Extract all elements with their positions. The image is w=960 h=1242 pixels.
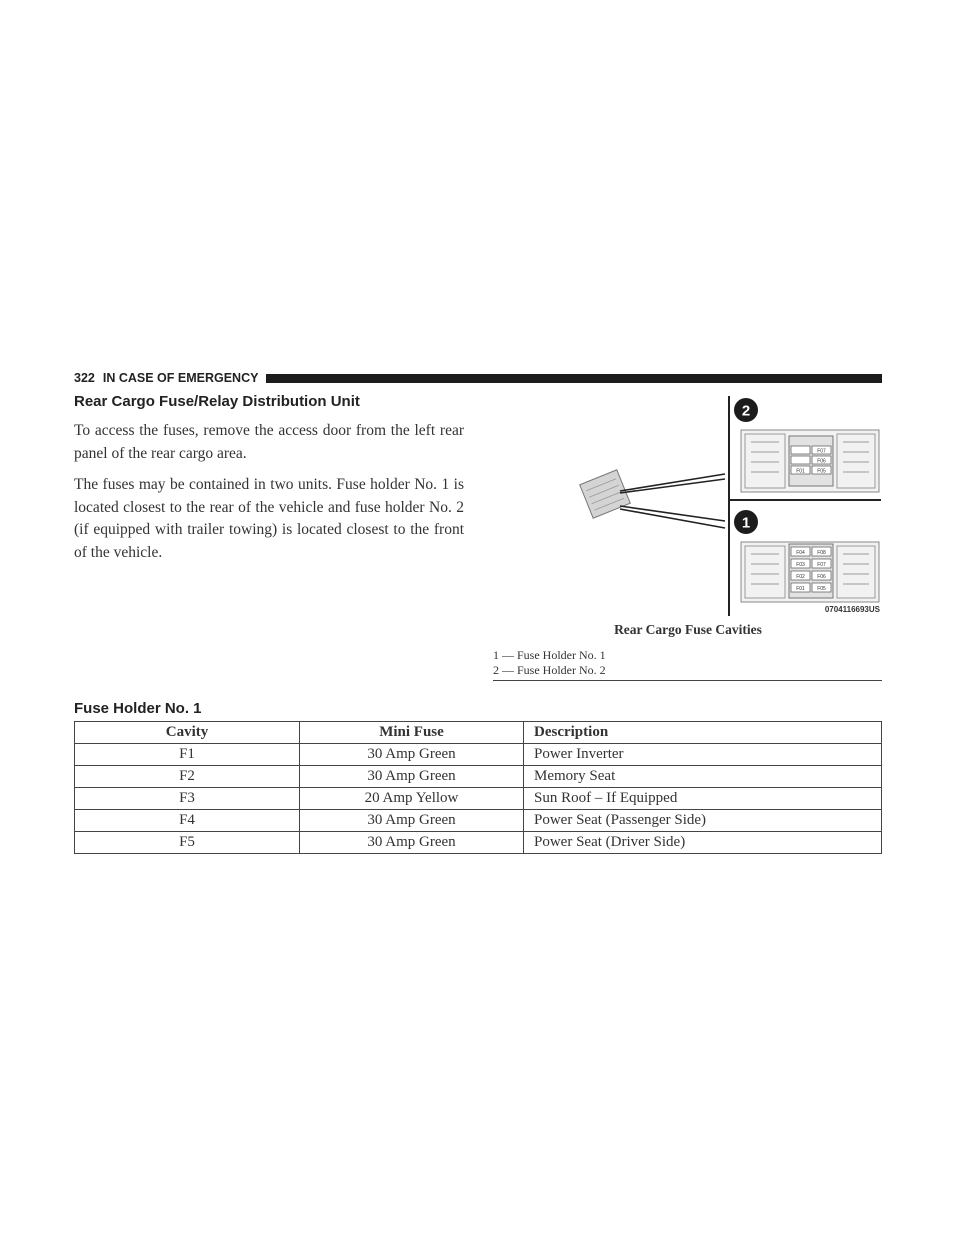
page-number: 322 <box>74 371 95 385</box>
svg-text:F05: F05 <box>817 468 826 475</box>
description-cell: Power Inverter <box>524 744 882 766</box>
table-row <box>75 810 882 832</box>
svg-text:2: 2 <box>741 402 751 420</box>
fuse-cavities-figure <box>575 394 885 620</box>
callout-1-icon <box>734 510 758 534</box>
description-cell: Memory Seat <box>524 766 882 788</box>
figure-caption: Rear Cargo Fuse Cavities <box>614 622 762 637</box>
table-title: Fuse Holder No. 1 <box>74 700 202 717</box>
svg-text:F01: F01 <box>796 585 805 592</box>
mini-fuse-cell: 30 Amp Green <box>300 810 524 832</box>
header-rule <box>266 374 882 383</box>
legend-item-2: 2 — Fuse Holder No. 2 <box>493 663 606 677</box>
fuse-holder-2-diagram <box>741 430 879 492</box>
table-header-row <box>75 722 882 744</box>
fuse-table <box>74 721 882 854</box>
svg-text:F08: F08 <box>817 549 826 556</box>
body-paragraph-access: To access the fuses, remove the access door from the left rear panel of the rear cargo area. <box>74 422 464 462</box>
table-row <box>75 788 882 810</box>
cavity-cell: F5 <box>75 832 300 854</box>
description-cell: Power Seat (Driver Side) <box>524 832 882 854</box>
svg-text:F04: F04 <box>796 549 805 556</box>
fuse-holder-1-diagram <box>741 542 879 602</box>
svg-text:F06: F06 <box>817 573 826 580</box>
image-code: 0704116693US <box>824 605 880 614</box>
svg-text:F05: F05 <box>817 585 826 592</box>
svg-text:1: 1 <box>741 514 751 532</box>
body-paragraph-units: The fuses may be contained in two units. Fuse holder No. 1 is located closest to the rear of the vehicle and fuse holder No. 2 (if equipped with trailer towing) is located closest to the front of the vehicle. <box>74 476 464 561</box>
leader-lines <box>620 474 725 528</box>
description-cell: Power Seat (Passenger Side) <box>524 810 882 832</box>
mini-fuse-cell: 30 Amp Green <box>300 832 524 854</box>
section-title: IN CASE OF EMERGENCY <box>102 371 259 385</box>
cavity-cell: F3 <box>75 788 300 810</box>
table-row <box>75 766 882 788</box>
cavity-cell: F2 <box>75 766 300 788</box>
callout-2-icon <box>734 398 758 422</box>
mini-fuse-cell: 30 Amp Green <box>300 766 524 788</box>
cavity-cell: F4 <box>75 810 300 832</box>
svg-text:F03: F03 <box>796 561 805 568</box>
section-heading: Rear Cargo Fuse/Relay Distribution Unit <box>74 393 360 410</box>
description-cell: Sun Roof – If Equipped <box>524 788 882 810</box>
mini-fuse-cell: 30 Amp Green <box>300 744 524 766</box>
svg-text:F01: F01 <box>796 468 805 475</box>
svg-text:F06: F06 <box>817 458 826 465</box>
mini-fuse-cell: 20 Amp Yellow <box>300 788 524 810</box>
cavity-cell: F1 <box>75 744 300 766</box>
legend-item-1: 1 — Fuse Holder No. 1 <box>493 648 606 662</box>
svg-text:F07: F07 <box>817 448 826 455</box>
svg-text:F07: F07 <box>817 561 826 568</box>
column-header-mini-fuse: Mini Fuse <box>300 722 524 744</box>
fuse-block-overview <box>580 470 631 518</box>
table-row <box>75 832 882 854</box>
column-header-cavity: Cavity <box>75 722 300 744</box>
table-row <box>75 744 882 766</box>
figure-legend <box>493 648 882 681</box>
column-header-description: Description <box>524 722 882 744</box>
page-header <box>74 370 882 386</box>
svg-text:F02: F02 <box>796 573 805 580</box>
